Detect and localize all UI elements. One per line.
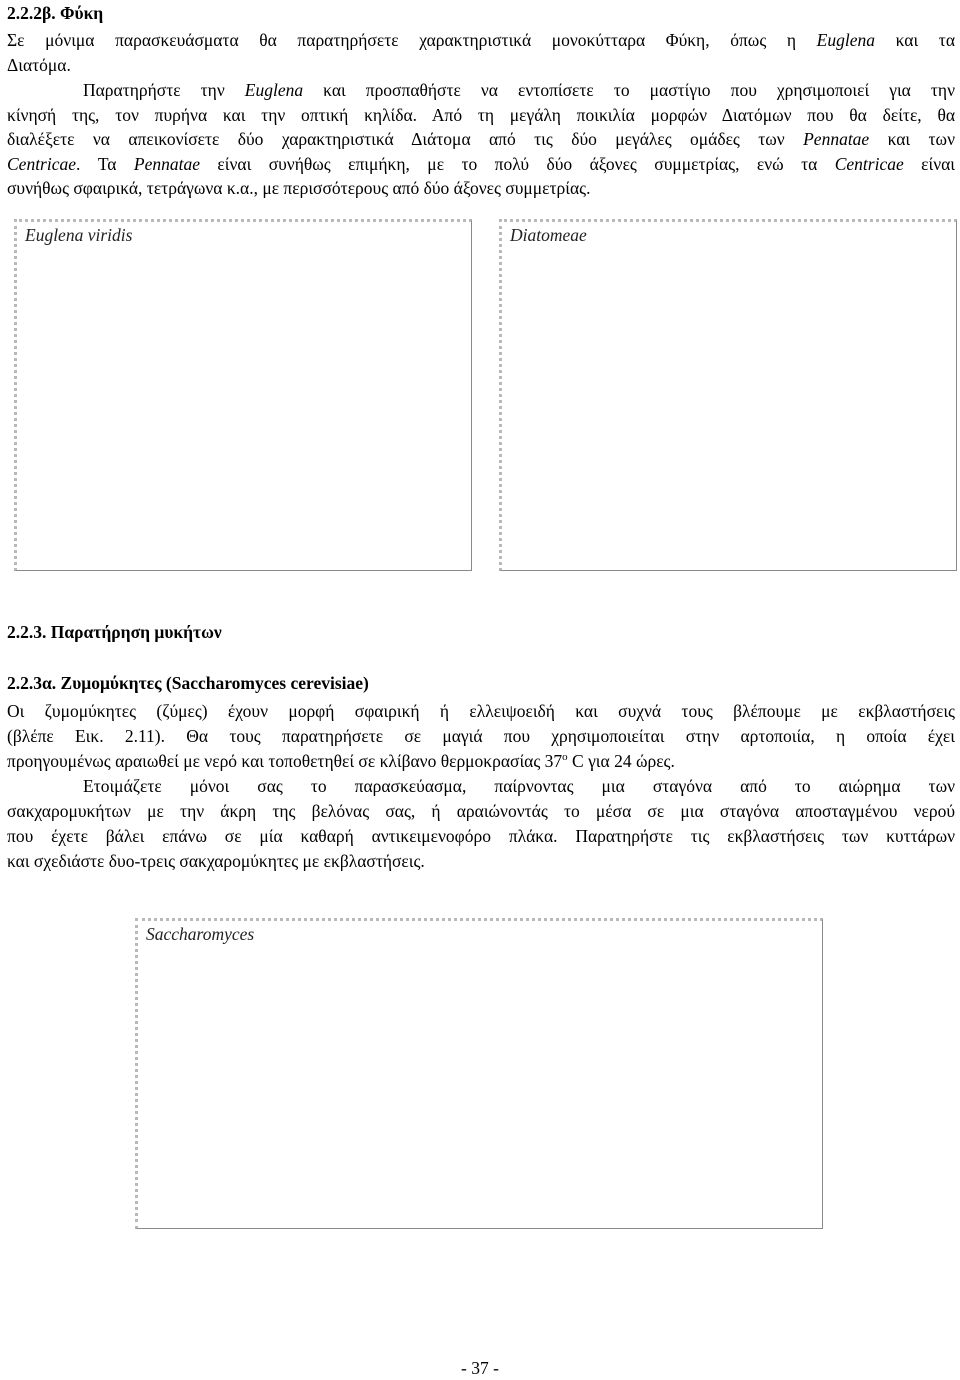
- section-heading-algae: [7, 3, 955, 24]
- text-span: C για 24 ώρες.: [567, 751, 675, 771]
- italic-term: Pennatae: [803, 129, 870, 149]
- text-span: Παρατηρήστε την: [83, 80, 245, 100]
- italic-term: Centricae: [834, 153, 904, 174]
- text-line: Διατόμα.: [7, 55, 71, 75]
- euglena-drawing-box: [14, 219, 472, 571]
- text-line: και σχεδιάστε δυο-τρεις σακχαρομύκητες με εκβλαστήσεις.: [7, 851, 425, 871]
- saccharomyces-drawing-box: [135, 918, 823, 1229]
- text-line: σακχαρομυκήτων με την άκρη της βελόνας σας, ή αραιώνοντάς το μέσα σε μια σταγόνα αποσταγμένου νερού: [7, 801, 955, 821]
- section-heading-fungi: [7, 622, 955, 643]
- algae-observation-paragraph: [7, 78, 955, 201]
- text-span: προηγουμένως αραιωθεί με νερό και τοποθετηθεί σε κλίβανο θερμοκρασίας 37: [7, 751, 563, 771]
- text-span: και τα: [875, 30, 956, 50]
- text-line: [7, 28, 955, 53]
- italic-term: Euglena: [816, 30, 875, 50]
- text-line: συνήθως σφαιρικά, τετράγωνα κ.α., με περισσότερους από δύο άξονες συμμετρίας.: [7, 178, 591, 198]
- diatomeae-drawing-box: [499, 219, 957, 571]
- text-line: (βλέπε Εικ. 2.11). Θα τους παρατηρήσετε σε μαγιά που χρησιμοποιείται στην αρτοποιία, η οποία έχει: [7, 726, 955, 746]
- saccharomyces-box-label: Saccharomyces: [146, 924, 255, 944]
- heading-2-2-3: 2.2.3. Παρατήρηση μυκήτων: [7, 622, 222, 642]
- italic-term: Pennatae: [133, 153, 200, 174]
- degree-superscript: ο: [562, 751, 568, 764]
- text-line: [7, 78, 955, 103]
- text-line: που έχετε βάλει επάνω σε μία καθαρή αντικειμενοφόρο πλάκα. Παρατηρήστε τις εκβλαστήσεις των κυττάρων: [7, 826, 955, 846]
- text-line: Οι ζυμομύκητες (ζύμες) έχουν μορφή σφαιρική ή ελλειψοειδή και συχνά τους βλέπουμε με εκβλαστήσεις: [7, 701, 955, 721]
- text-span: . Τα: [76, 153, 134, 174]
- text-line: [7, 152, 955, 177]
- page-number: - 37 -: [461, 1358, 499, 1378]
- yeast-description-paragraph: [7, 699, 955, 874]
- italic-term: Centricae: [7, 153, 77, 174]
- text-line: [7, 127, 955, 152]
- text-span: διαλέξετε να απεικονίσετε δύο χαρακτηριστικά Διάτομα από τις δύο μεγάλες ομάδες των: [7, 129, 804, 149]
- text-line: κίνησή της, τον πυρήνα και την οπτική κηλίδα. Από τη μεγάλη ποικιλία μορφών Διατόμων που θα δείτε, θα: [7, 104, 955, 125]
- algae-intro-paragraph: [7, 28, 955, 78]
- text-span: και των: [869, 129, 955, 149]
- diatomeae-box-label: Diatomeae: [510, 225, 587, 245]
- text-span: Σε μόνιμα παρασκευάσματα θα παρατηρήσετε χαρακτηριστικά μονοκύτταρα Φύκη, όπως η: [7, 30, 817, 50]
- text-span: είναι: [903, 153, 956, 174]
- euglena-box-label: Euglena viridis: [25, 225, 133, 245]
- heading-2-2-3a: 2.2.3α. Ζυμομύκητες (Saccharomyces cerevisiae): [7, 673, 369, 693]
- text-span: και προσπαθήστε να εντοπίσετε το μαστίγιο που χρησιμοποιεί για την: [303, 80, 955, 100]
- text-span: είναι συνήθως επιμήκη, με το πολύ δύο άξονες συμμετρίας, ενώ τα: [200, 153, 835, 174]
- text-line: [7, 749, 955, 774]
- heading-2-2-2b: 2.2.2β. Φύκη: [7, 3, 104, 23]
- text-line: Ετοιμάζετε μόνοι σας το παρασκεύασμα, παίρνοντας μια σταγόνα από το αιώρημα των: [83, 776, 955, 796]
- italic-term: Euglena: [244, 80, 304, 100]
- section-heading-yeasts: [7, 673, 955, 694]
